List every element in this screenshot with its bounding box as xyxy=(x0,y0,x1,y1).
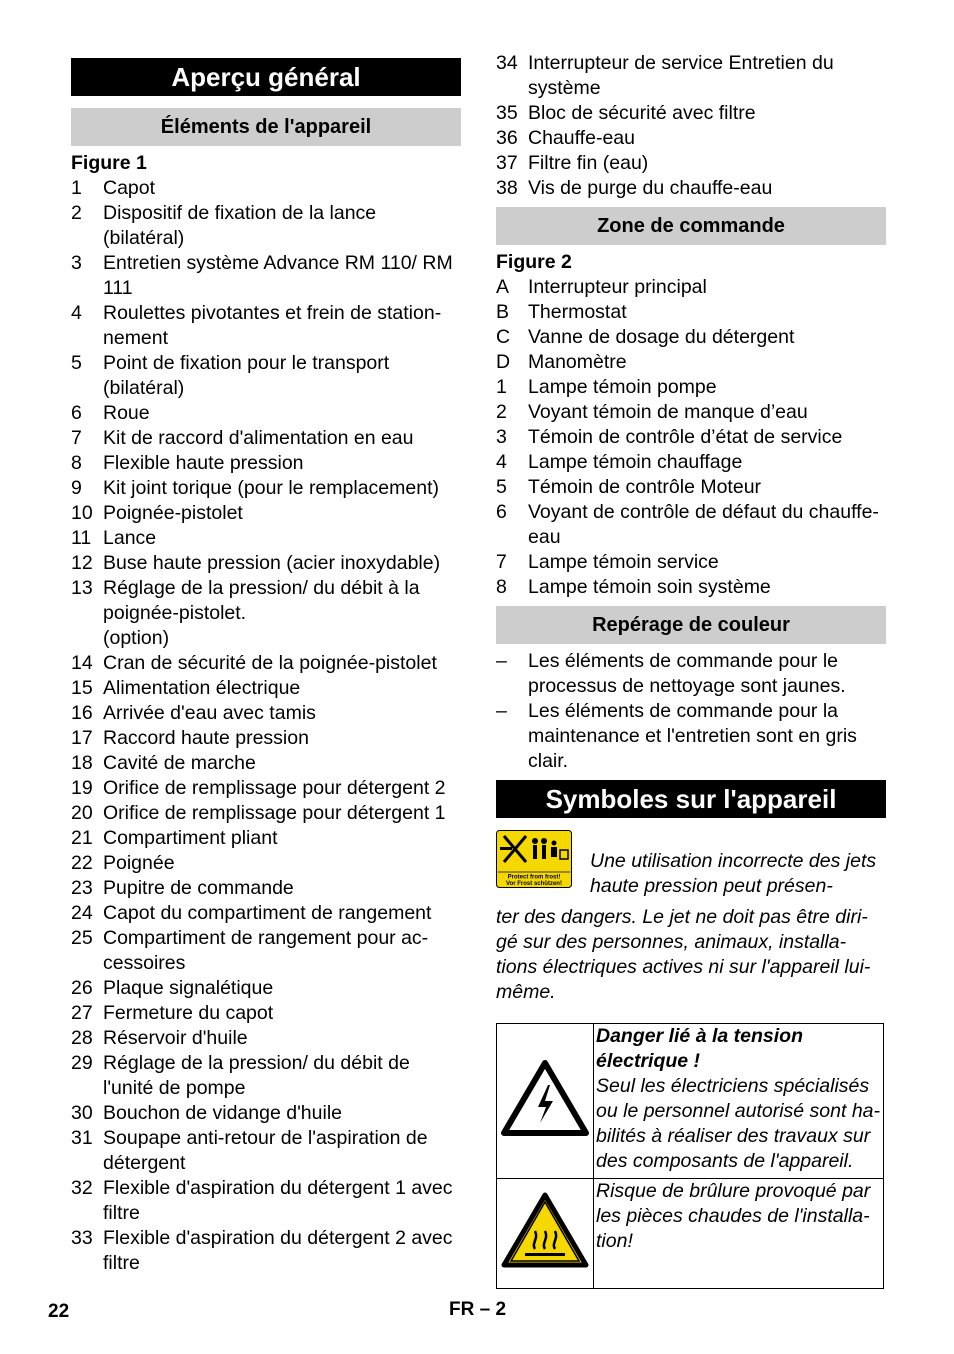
list-item-text: Lampe témoin service xyxy=(528,551,719,573)
list-item-number: 35 xyxy=(496,102,518,124)
list-item xyxy=(496,101,886,126)
list-item xyxy=(496,425,886,450)
list-item-number: 3 xyxy=(71,252,82,274)
list-item xyxy=(71,776,461,801)
list-item-number: 18 xyxy=(71,752,93,774)
list-item xyxy=(71,501,461,526)
table-row xyxy=(497,1024,884,1179)
list-item-number: 6 xyxy=(496,501,507,523)
list-item xyxy=(496,400,886,425)
list-item-text: Lance xyxy=(103,527,157,549)
list-item-text: Cavité de marche xyxy=(103,752,256,774)
list-item-text: Buse haute pression (acier inoxydable) xyxy=(103,552,441,574)
list-item-text: Filtre fin (eau) xyxy=(528,152,649,174)
icon-cell xyxy=(497,1024,594,1179)
list-item xyxy=(71,801,461,826)
list-item-number: 28 xyxy=(71,1027,93,1049)
list-item-text: Lampe témoin pompe xyxy=(528,376,717,398)
list-item-text: Compartiment de rangement pour ac-cessoires xyxy=(103,927,429,974)
subheading-device-elements: Éléments de l'appareil xyxy=(71,108,461,146)
list-item-text: Réservoir d'huile xyxy=(103,1027,248,1049)
list-item-number: 15 xyxy=(71,677,93,699)
list-item-number: 14 xyxy=(71,652,93,674)
list-item-text: Bouchon de vidange d'huile xyxy=(103,1102,342,1124)
list-item xyxy=(496,450,886,475)
list-item-number: 7 xyxy=(496,551,507,573)
frost-label-en: Protect from frost! xyxy=(507,874,561,881)
list-item xyxy=(71,1176,461,1226)
list-item-number: 8 xyxy=(71,452,82,474)
list-item-text: Vanne de dosage du détergent xyxy=(528,326,795,348)
burn-hazard-text: Risque de brûlure provoqué par les pièces chaudes de l'installa-tion! xyxy=(596,1180,871,1252)
list-item-number: 20 xyxy=(71,802,93,824)
list-item xyxy=(71,1051,461,1101)
list-item-number: 37 xyxy=(496,152,518,174)
list-item-number: 26 xyxy=(71,977,93,999)
list-item-text: Alimentation électrique xyxy=(103,677,301,699)
right-column xyxy=(496,0,886,1289)
list-item xyxy=(71,676,461,701)
list-item xyxy=(71,1226,461,1276)
warning-intro-text: Une utilisation incorrecte des jets haute pression peut présen- xyxy=(590,850,877,897)
list-item xyxy=(496,51,886,101)
list-item-text: Flexible d'aspiration du détergent 1 avec filtre xyxy=(103,1177,453,1224)
list-item xyxy=(71,176,461,201)
list-item-number: 12 xyxy=(71,552,93,574)
list-item-number: D xyxy=(496,351,511,373)
high-pressure-warning-header xyxy=(496,830,886,905)
list-item-text: Compartiment pliant xyxy=(103,827,278,849)
list-item xyxy=(71,651,461,676)
list-item xyxy=(71,701,461,726)
list-item xyxy=(71,976,461,1001)
list-item xyxy=(496,325,886,350)
list-item xyxy=(71,1126,461,1176)
list-item-number: 3 xyxy=(496,426,507,448)
list-item xyxy=(71,901,461,926)
list-item xyxy=(71,301,461,351)
burn-hazard-cell xyxy=(594,1179,884,1289)
list-item-number: – xyxy=(496,650,507,672)
color-marking-list xyxy=(496,649,886,774)
list-item-text: Arrivée d'eau avec tamis xyxy=(103,702,316,724)
list-item-text: Capot xyxy=(103,177,156,199)
list-item-text: Réglage de la pression/ du débit de l'unité de pompe xyxy=(103,1052,410,1099)
list-item-text: Flexible d'aspiration du détergent 2 avec filtre xyxy=(103,1227,453,1274)
list-item xyxy=(496,550,886,575)
list-item xyxy=(71,1001,461,1026)
list-item-text: Les éléments de commande pour le processus de nettoyage sont jaunes. xyxy=(528,650,846,697)
left-column xyxy=(71,0,461,1276)
list-item-text: Réglage de la pression/ du débit à la poignée-pistolet. (option) xyxy=(103,577,420,649)
list-item-text: Flexible haute pression xyxy=(103,452,304,474)
electric-hazard-icon xyxy=(501,1059,589,1137)
list-item-number: 30 xyxy=(71,1102,93,1124)
list-item xyxy=(496,275,886,300)
list-item-number: 17 xyxy=(71,727,93,749)
list-item-text: Poignée-pistolet xyxy=(103,502,243,524)
control-zone-list xyxy=(496,275,886,600)
list-item-text: Lampe témoin soin système xyxy=(528,576,771,598)
subheading-color-marking: Repérage de couleur xyxy=(496,606,886,644)
list-item-number: C xyxy=(496,326,511,348)
list-item xyxy=(71,726,461,751)
electric-hazard-title: Danger lié à la tension électrique ! xyxy=(596,1025,803,1072)
list-item-text: Cran de sécurité de la poignée-pistolet xyxy=(103,652,437,674)
list-item-number: 10 xyxy=(71,502,93,524)
list-item xyxy=(71,351,461,401)
list-item-text: Interrupteur de service Entretien du système xyxy=(528,52,834,99)
list-item-text: Chauffe-eau xyxy=(528,127,635,149)
list-item xyxy=(71,526,461,551)
list-item-number: 21 xyxy=(71,827,93,849)
list-item-number: 4 xyxy=(71,302,82,324)
list-item-text: Témoin de contrôle Moteur xyxy=(528,476,762,498)
list-item-number: 1 xyxy=(496,376,507,398)
list-item xyxy=(71,876,461,901)
list-item-text: Poignée xyxy=(103,852,175,874)
list-item xyxy=(496,699,886,774)
electric-hazard-cell xyxy=(594,1024,884,1179)
list-item-text: Kit joint torique (pour le remplacement) xyxy=(103,477,439,499)
list-item-number: 1 xyxy=(71,177,82,199)
list-item-number: 19 xyxy=(71,777,93,799)
list-item-text: Fermeture du capot xyxy=(103,1002,274,1024)
list-item xyxy=(71,251,461,301)
list-item-number: 9 xyxy=(71,477,82,499)
list-item-text: Orifice de remplissage pour détergent 2 xyxy=(103,777,446,799)
list-item-number: 27 xyxy=(71,1002,93,1024)
list-item-text: Soupape anti-retour de l'aspiration de détergent xyxy=(103,1127,428,1174)
list-item-number: 6 xyxy=(71,402,82,424)
list-item xyxy=(496,176,886,201)
list-item-text: Roulettes pivotantes et frein de station-nement xyxy=(103,302,442,349)
list-item-number: B xyxy=(496,301,510,323)
list-item-text: Thermostat xyxy=(528,301,627,323)
list-item xyxy=(496,575,886,600)
list-item-number: 13 xyxy=(71,577,93,599)
list-item-text: Bloc de sécurité avec filtre xyxy=(528,102,756,124)
list-item-number: 33 xyxy=(71,1227,93,1249)
frost-label-de: Vor Frost schützen! xyxy=(506,881,562,887)
list-item xyxy=(71,851,461,876)
list-item-number: – xyxy=(496,700,507,722)
list-item-text: Dispositif de fixation de la lance (bilatéral) xyxy=(103,202,377,249)
section-heading-symbols: Symboles sur l'appareil xyxy=(496,780,886,818)
list-item xyxy=(496,151,886,176)
device-elements-list-continued xyxy=(496,51,886,201)
list-item-text: Kit de raccord d'alimentation en eau xyxy=(103,427,414,449)
list-item xyxy=(496,350,886,375)
list-item-number: 24 xyxy=(71,902,93,924)
list-item-number: 25 xyxy=(71,927,93,949)
list-item xyxy=(496,649,886,699)
hot-surface-icon xyxy=(501,1191,589,1269)
list-item-text: Lampe témoin chauffage xyxy=(528,451,743,473)
list-item-number: 29 xyxy=(71,1052,93,1074)
list-item-number: 2 xyxy=(71,202,82,224)
language-page-label: FR – 2 xyxy=(449,1299,507,1320)
list-item-number: 16 xyxy=(71,702,93,724)
list-item-text: Les éléments de commande pour la maintenance et l'entretien sont en gris clair. xyxy=(528,700,857,772)
list-item-text: Pupitre de commande xyxy=(103,877,294,899)
list-item xyxy=(71,751,461,776)
list-item-number: 11 xyxy=(71,527,92,549)
list-item xyxy=(496,375,886,400)
symbols-table xyxy=(496,1023,884,1289)
list-item-number: 32 xyxy=(71,1177,93,1199)
list-item-text: Point de fixation pour le transport (bilatéral) xyxy=(103,352,390,399)
list-item xyxy=(71,576,461,651)
list-item xyxy=(71,426,461,451)
no-jet-at-people-icon xyxy=(496,830,572,888)
electric-hazard-text: Seul les électriciens spécialisés ou le personnel autorisé sont ha-bilités à réaliser des travaux sur des composants de l'appareil. xyxy=(596,1075,881,1172)
list-item-text: Voyant témoin de manque d’eau xyxy=(528,401,808,423)
list-item-number: 2 xyxy=(496,401,507,423)
figure-label: Figure 2 xyxy=(496,251,572,273)
icon-cell xyxy=(497,1179,594,1289)
list-item-number: 5 xyxy=(496,476,507,498)
list-item xyxy=(71,826,461,851)
figure-label: Figure 1 xyxy=(71,152,147,174)
section-heading-overview: Aperçu général xyxy=(71,58,461,96)
list-item-text: Manomètre xyxy=(528,351,627,373)
list-item-number: 36 xyxy=(496,127,518,149)
warning-rest-text: ter des dangers. Le jet ne doit pas être diri-gé sur des personnes, animaux, installa-tions électriques actives ni sur l'appareil lui-même. xyxy=(496,906,871,1003)
table-row xyxy=(497,1179,884,1289)
list-item-text: Voyant de contrôle de défaut du chauffe-eau xyxy=(528,501,879,548)
list-item-number: A xyxy=(496,276,510,298)
list-item-number: 23 xyxy=(71,877,93,899)
list-item xyxy=(71,926,461,976)
list-item xyxy=(71,551,461,576)
list-item-text: Interrupteur principal xyxy=(528,276,707,298)
list-item-number: 4 xyxy=(496,451,507,473)
list-item xyxy=(71,476,461,501)
list-item xyxy=(496,300,886,325)
list-item-text: Capot du compartiment de rangement xyxy=(103,902,432,924)
list-item-text: Plaque signalétique xyxy=(103,977,274,999)
list-item-number: 38 xyxy=(496,177,518,199)
device-elements-list xyxy=(71,176,461,1276)
list-item-number: 7 xyxy=(71,427,82,449)
list-item-number: 8 xyxy=(496,576,507,598)
list-item xyxy=(71,451,461,476)
list-item xyxy=(71,401,461,426)
list-item-number: 34 xyxy=(496,52,518,74)
list-item xyxy=(496,500,886,550)
subheading-control-zone: Zone de commande xyxy=(496,207,886,245)
list-item xyxy=(496,475,886,500)
list-item-text: Orifice de remplissage pour détergent 1 xyxy=(103,802,446,824)
list-item xyxy=(71,1101,461,1126)
list-item xyxy=(71,201,461,251)
list-item-number: 31 xyxy=(71,1127,93,1149)
list-item-text: Roue xyxy=(103,402,150,424)
page-number: 22 xyxy=(48,1301,70,1322)
list-item-text: Entretien système Advance RM 110/ RM 111 xyxy=(103,252,453,299)
list-item-number: 22 xyxy=(71,852,93,874)
list-item-text: Vis de purge du chauffe-eau xyxy=(528,177,773,199)
list-item xyxy=(71,1026,461,1051)
list-item-number: 5 xyxy=(71,352,82,374)
list-item-text: Témoin de contrôle d’état de service xyxy=(528,426,843,448)
list-item xyxy=(496,126,886,151)
list-item-text: Raccord haute pression xyxy=(103,727,309,749)
